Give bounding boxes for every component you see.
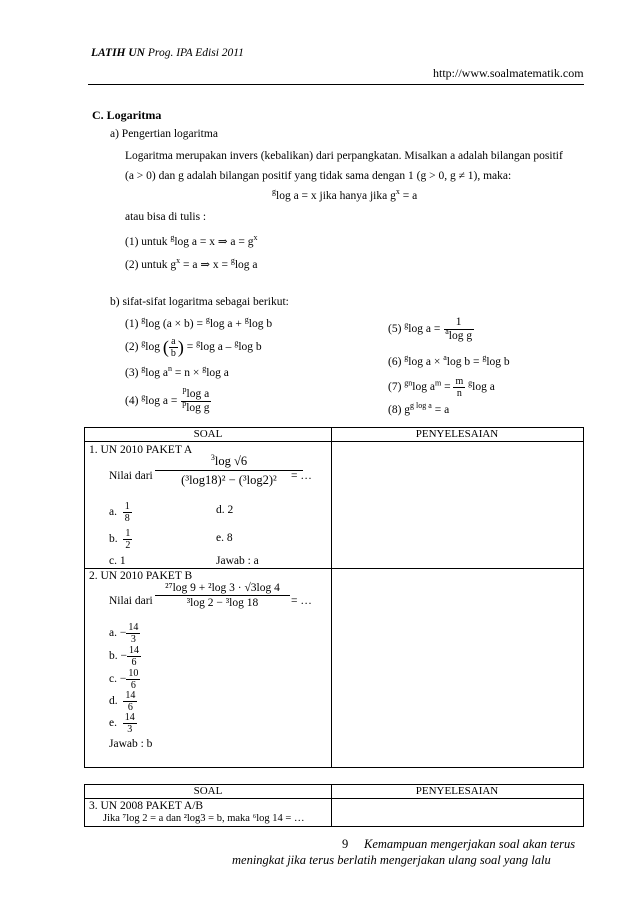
- property-3: (3) $^g$log $a^n = n \times ^g\log$ a: [125, 364, 229, 379]
- written-as-label: atau bisa di tulis :: [125, 211, 207, 223]
- q2-option-a: a. − $\frac{14}{3}$: [109, 622, 139, 645]
- question-2-tail: = …: [291, 595, 312, 607]
- q1-option-c: c. 1: [109, 555, 126, 567]
- paragraph-line-1: Logaritma merupakan invers (kebalikan) dari perpangkatan. Misalkan a adalah bilangan positif: [125, 150, 563, 162]
- header-soal: SOAL: [193, 428, 223, 440]
- header-penyelesaian: PENYELESAIAN: [415, 785, 499, 797]
- footer-line-1: Kemampuan mengerjakan soal akan terus: [364, 837, 576, 851]
- table-header: [85, 785, 583, 799]
- q2-answer: Jawab : b: [109, 738, 153, 750]
- question-2-title: 2. UN 2010 PAKET B: [89, 570, 193, 582]
- table-column-divider: [331, 785, 332, 826]
- question-2-label: Nilai dari: [109, 595, 153, 607]
- q1-option-d: d. 2: [216, 504, 234, 516]
- header-title-rest: Prog. IPA Edisi 2011: [147, 47, 244, 59]
- header-penyelesaian: PENYELESAIAN: [415, 428, 499, 440]
- property-2: (2) $^g$log ( $\frac{a}{b}$ ) = $^g$log a – $^g$log b: [125, 336, 262, 359]
- property-7: (7) $^{gn}$log $a^m$ = $\frac{m}{n}$ $^g$log a: [388, 376, 495, 399]
- subsection-a-title: a) Pengertian logaritma: [110, 128, 218, 140]
- q1-answer: Jawab : a: [216, 555, 259, 567]
- table-column-divider: [331, 428, 332, 767]
- property-8: (8) $g^{g log a} = a$: [388, 401, 450, 416]
- header-divider: [88, 84, 584, 85]
- property-4: (4) $^g$log a = $\frac{^p\log a}{^p\log g}$: [125, 385, 210, 414]
- header-title-bold: LATIH UN: [91, 47, 145, 59]
- question-1-tail: = …: [291, 470, 312, 482]
- question-1-fraction: $^3$log √6 (³log18)² − (³log2)²: [155, 454, 303, 488]
- question-table-1: [84, 427, 584, 768]
- q2-option-c: c. − $\frac{10}{6}$: [109, 668, 139, 691]
- header-url: http://www.soalmatematik.com: [433, 66, 584, 80]
- q1-option-a: a. $\frac{1}{8}$: [109, 501, 130, 524]
- q2-option-b: b. − $\frac{14}{6}$: [109, 645, 139, 668]
- question-table-2: [84, 784, 584, 827]
- question-3-text: Jika ⁷log 2 = a dan ²log3 = b, maka ⁶log 14 = …: [103, 813, 305, 824]
- property-5: (5) $^g$log a = $\frac{1}{^a\log g}$: [388, 316, 473, 342]
- paragraph-line-2: (a > 0) dan g adalah bilangan positif yang tidak sama dengan 1 (g > 0, g ≠ 1), maka:: [125, 170, 512, 182]
- question-1-title: 1. UN 2010 PAKET A: [89, 444, 193, 456]
- subsection-b-title: b) sifat-sifat logaritma sebagai berikut:: [110, 296, 289, 308]
- row-divider-1: [85, 568, 583, 569]
- definition-item-1: (1) untuk $^g$log a = x ⇒ $a = g^x$: [125, 233, 258, 248]
- q1-option-e: e. 8: [216, 532, 233, 544]
- section-title: C. Logaritma: [92, 108, 162, 122]
- question-1-label: Nilai dari: [109, 470, 153, 482]
- q2-option-d: d. $\frac{14}{6}$: [109, 690, 136, 713]
- table-header: [85, 428, 583, 442]
- property-6: (6) $^g$log a × $^a$log b = $^g$log b: [388, 353, 510, 368]
- definition-item-2: (2) untuk $g^x = a$ ⇒ x = $^g$log a: [125, 256, 258, 271]
- page-number: 9: [342, 837, 349, 851]
- header-title: [91, 47, 244, 59]
- question-2-fraction: ²⁷log 9 + ²log 3 · √3log 4 ³log 2 − ³log 18: [155, 582, 290, 609]
- header-soal: SOAL: [193, 785, 223, 797]
- question-3-title: 3. UN 2008 PAKET A/B: [89, 800, 204, 812]
- q2-option-e: e. $\frac{14}{3}$: [109, 712, 135, 735]
- definition-line: $^g$log a = x jika hanya jika $g^x = a$: [272, 187, 418, 202]
- property-1: (1) $^g$log (a × b) = $^g$log a + $^g$log b: [125, 315, 273, 330]
- footer-line-2: meningkat jika terus berlatih mengerjakan ulang soal yang lalu: [232, 853, 551, 867]
- q1-option-b: b. $\frac{1}{2}$: [109, 528, 131, 551]
